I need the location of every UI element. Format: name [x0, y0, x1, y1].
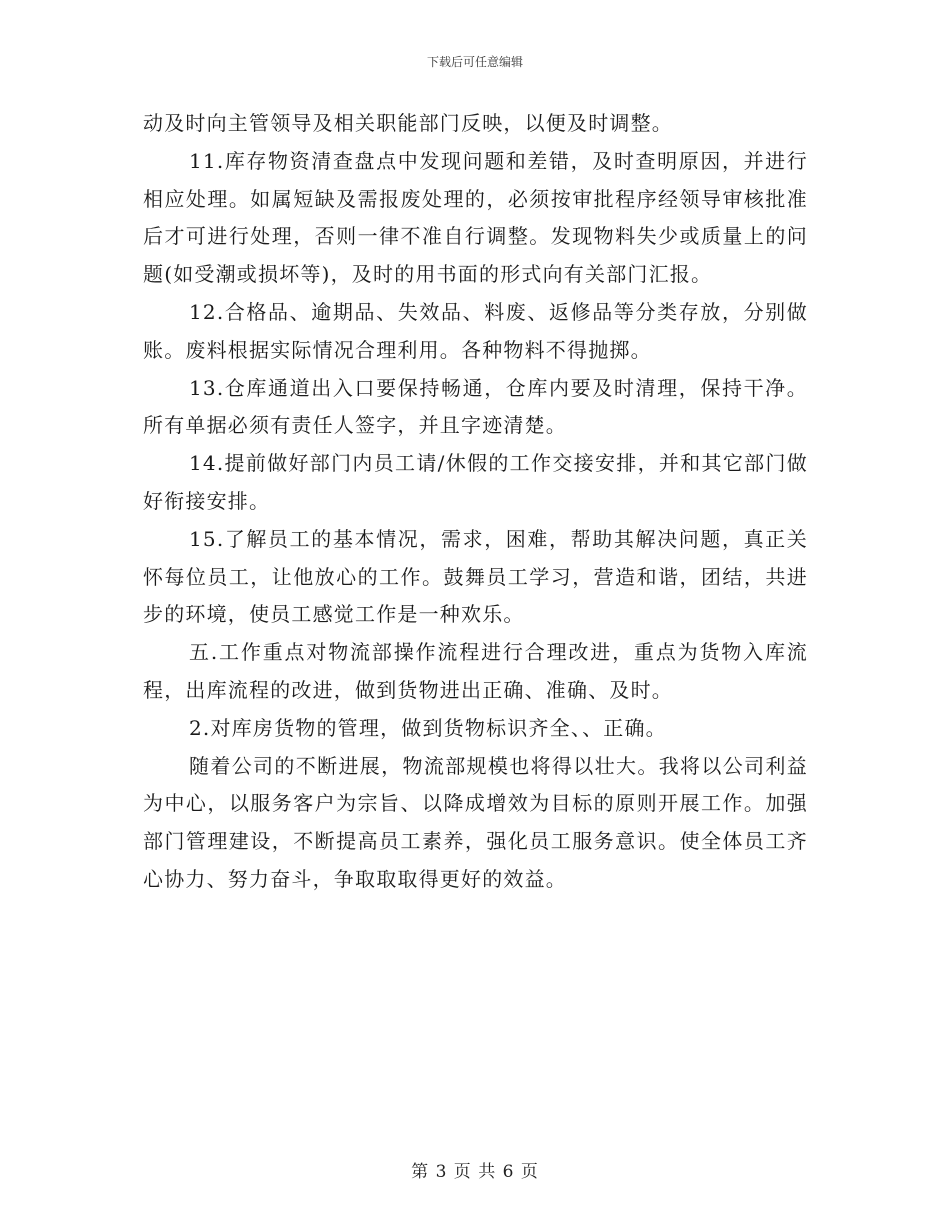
paragraph-item-14: 14.提前做好部门内员工请/休假的工作交接安排，并和其它部门做好衔接安排。 [143, 451, 808, 513]
paragraph-item-11: 11.库存物资清查盘点中发现问题和差错，及时查明原因，并进行相应处理。如属短缺及需报废处理的，必须按审批程序经领导审核批准后才可进行处理，否则一律不准自行调整。发现物料失少或质量上的问题(如受潮或损坏等)，及时的用书面的形式向有关部门汇报。 [143, 148, 808, 287]
page-number-footer: 第 3 页 共 6 页 [411, 1162, 539, 1182]
page-header: 下载后可任意编辑 [426, 55, 523, 69]
paragraph-item-13: 13.仓库通道出入口要保持畅通，仓库内要及时清理，保持干净。所有单据必须有责任人签字，并且字迹清楚。 [143, 375, 808, 438]
paragraph-item-2: 2.对库房货物的管理，做到货物标识齐全、、正确。 [189, 715, 667, 740]
paragraph-conclusion: 随着公司的不断进展，物流部规模也将得以壮大。我将以公司利益为中心，以服务客户为宗旨、以降成增效为目标的原则开展工作。加强部门管理建设，不断提高员工素养，强化员工服务意识。使全体员工齐心协力、努力奋斗，争取取取得更好的效益。 [143, 753, 808, 891]
paragraph-item-12: 12.合格品、逾期品、失效品、料废、返修品等分类存放，分别做账。废料根据实际情况合理利用。各种物料不得抛掷。 [143, 299, 808, 362]
paragraph-continuation: 动及时向主管领导及相关职能部门反映，以便及时调整。 [143, 111, 673, 135]
paragraph-item-15: 15.了解员工的基本情况，需求，困难，帮助其解决问题，真正关怀每位员工，让他放心的工作。鼓舞员工学习，营造和谐，团结，共进步的环境，使员工感觉工作是一种欢乐。 [143, 526, 808, 627]
paragraph-section-5: 五.工作重点对物流部操作流程进行合理改进，重点为货物入库流程，出库流程的改进，做到货物进出正确、准确、及时。 [143, 640, 808, 702]
document-body [143, 105, 808, 899]
